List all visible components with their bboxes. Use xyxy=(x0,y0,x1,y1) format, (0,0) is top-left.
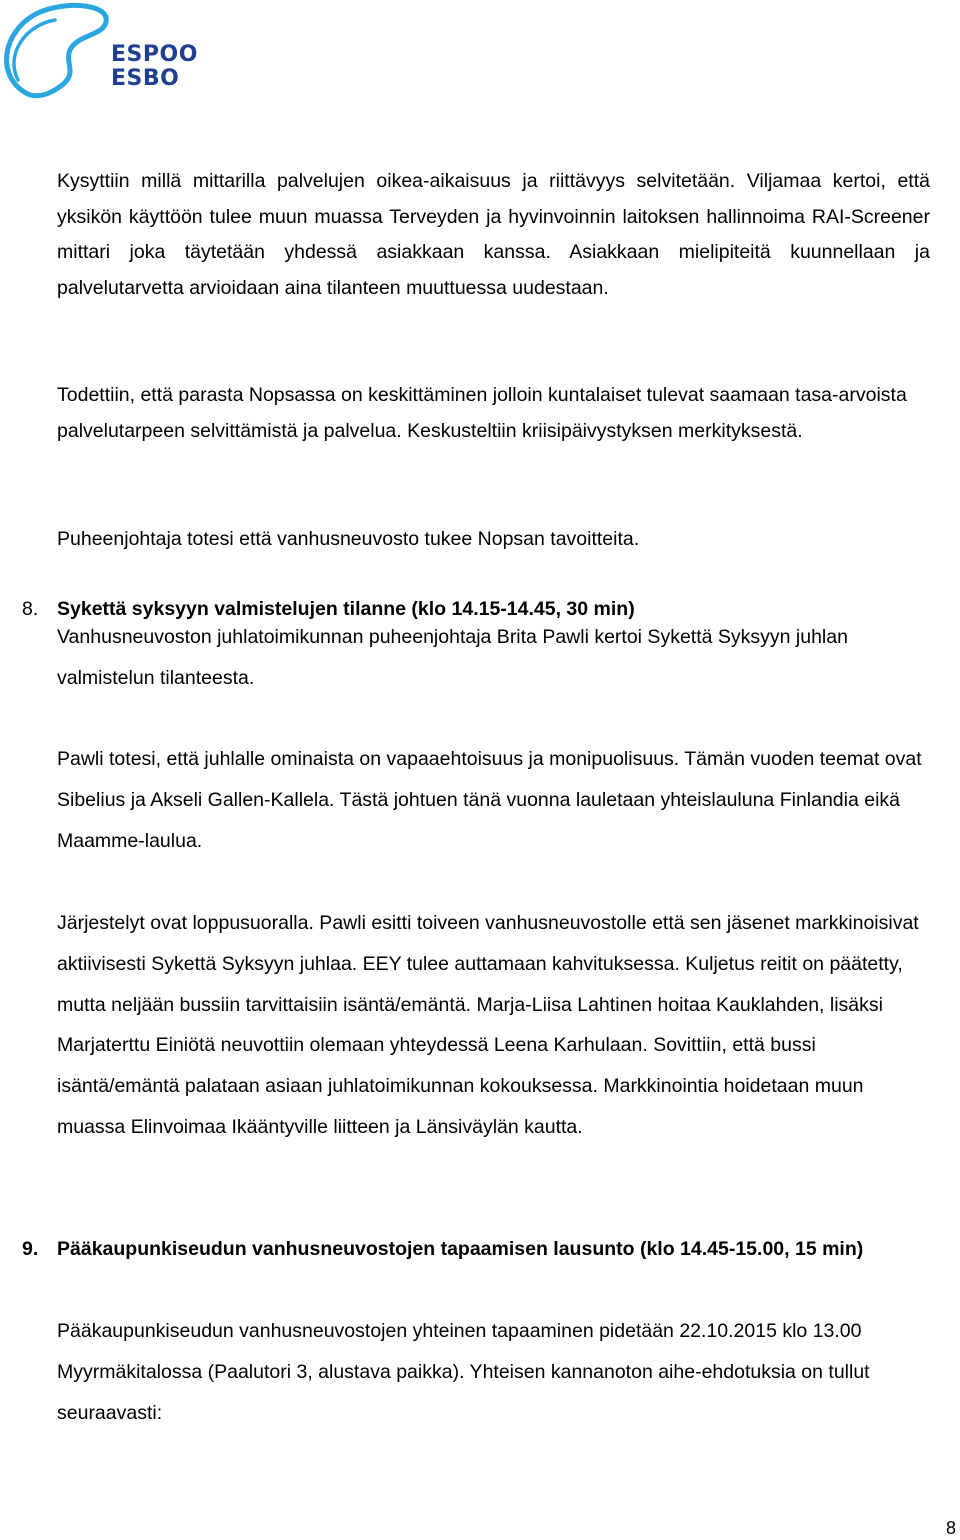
logo-text-esbo: ESBO xyxy=(111,66,180,91)
body-paragraph: Puheenjohtaja totesi että vanhusneuvosto tukee Nopsan tavoitteita. xyxy=(57,528,640,550)
body-paragraph: Vanhusneuvoston juhlatoimikunnan puheenjohtaja Brita Pawli kertoi Sykettä Syksyyn juhlan valmistelun tilanteesta. xyxy=(57,626,848,689)
body-paragraph: Järjestelyt ovat loppusuoralla. Pawli esitti toiveen vanhusneuvostolle että sen jäsenet markkinoisivat aktiivisesti Sykettä Syksyyn juhlaa. EEY tulee auttamaan kahvituksessa. Kuljetus reitit on päätetty, mutta neljään bussiin tarvittaisiin isäntä/emäntä. Marja-Liisa Lahtinen hoitaa Kauklahden, lisäksi Marjaterttu Einiötä neuvottiin olemaan yhteydessä Leena Karhulaan. Sovittiin, että bussi isäntä/emäntä palataan asiaan juhlatoimikunnan kokouksessa. Markkinointia hoidetaan muun muassa Elinvoimaa Ikääntyville liitteen ja Länsiväylän kautta. xyxy=(57,912,919,1138)
paragraph-rai-screener xyxy=(57,164,930,306)
logo-text-espoo: ESPOO xyxy=(111,42,198,67)
section-9-paragraph-1 xyxy=(57,1311,937,1433)
body-paragraph: Kysyttiin millä mittarilla palvelujen oikea-aikaisuus ja riittävyys selvitetään. Viljamaa kertoi, että yksikön käyttöön tulee muun muassa Terveyden ja hyvinvoinnin laitoksen hallinnoima RAI-Screener mittari joka täytetään yhdessä asiakkaan kanssa. Asiakkaan mielipiteitä kuunnellaan ja palvelutarvetta arvioidaan aina tilanteen muuttuessa uudestaan. xyxy=(57,170,930,299)
section-9-heading: Pääkaupunkiseudun vanhusneuvostojen tapaamisen lausunto (klo 14.45-15.00, 15 min) xyxy=(57,1238,864,1260)
body-paragraph: Pawli totesi, että juhlalle ominaista on vapaaehtoisuus ja monipuolisuus. Tämän vuoden teemat ovat Sibelius ja Akseli Gallen-Kallela. Tästä johtuen tänä vuonna lauletaan yhteislauluna Finlandia eikä Maamme-laulua. xyxy=(57,748,922,852)
page-number: 8 xyxy=(945,1518,956,1538)
section-8-number: 8. xyxy=(22,598,39,620)
body-paragraph: Pääkaupunkiseudun vanhusneuvostojen yhteinen tapaaminen pidetään 22.10.2015 klo 13.00 Myyrmäkitalossa (Paalutori 3, alustava paikka). Yhteisen kannanoton aihe-ehdotuksia on tullut seuraavasti: xyxy=(57,1320,870,1424)
body-paragraph: Todettiin, että parasta Nopsassa on keskittäminen jolloin kuntalaiset tulevat saamaan tasa-arvoista palvelutarpeen selvittämistä ja palvelua. Keskusteltiin kriisipäivystyksen merkityksestä. xyxy=(57,384,907,442)
espoo-logo xyxy=(0,0,200,110)
section-8-heading: Sykettä syksyyn valmistelujen tilanne (klo 14.15-14.45, 30 min) xyxy=(57,598,635,620)
section-8-paragraph-2 xyxy=(57,739,930,861)
paragraph-chair xyxy=(57,522,930,558)
section-8-paragraph-3 xyxy=(57,903,930,1148)
section-9-number: 9. xyxy=(22,1238,39,1260)
section-8-paragraph-1 xyxy=(57,617,930,699)
paragraph-nopsa xyxy=(57,378,930,449)
